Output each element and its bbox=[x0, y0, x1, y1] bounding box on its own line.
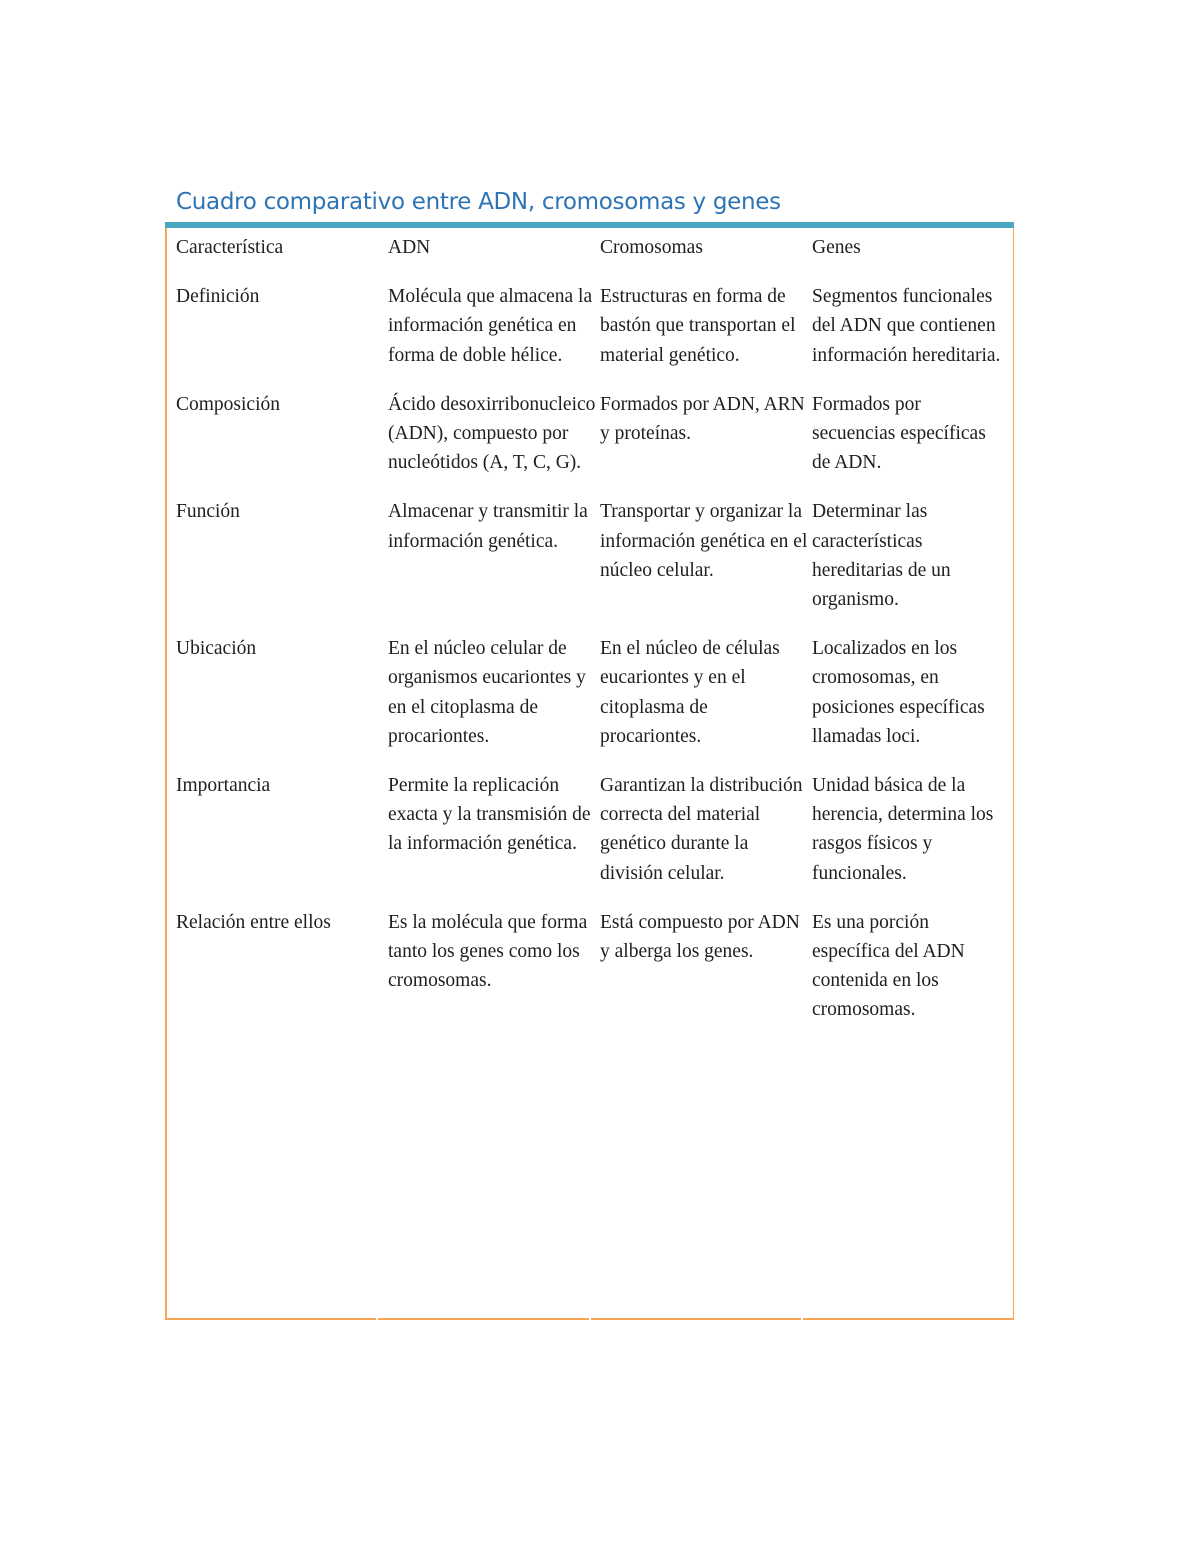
cell-adn: En el núcleo celular de organismos eucariontes y en el citoplasma de procariontes. bbox=[388, 638, 586, 747]
cell-cromosomas: Formados por ADN, ARN y proteínas. bbox=[600, 393, 805, 445]
row-feature: Relación entre ellos bbox=[176, 911, 331, 933]
comparison-table bbox=[176, 233, 1006, 1045]
row-feature: Función bbox=[176, 501, 240, 523]
cell-cromosomas: En el núcleo de células eucariontes y en el citoplasma de procariontes. bbox=[600, 638, 780, 747]
comparison-table-frame bbox=[165, 222, 1014, 1320]
cell-genes: Unidad básica de la herencia, determina los rasgos físicos y funcionales. bbox=[812, 775, 994, 884]
cell-adn: Almacenar y transmitir la información genética. bbox=[388, 501, 588, 552]
header-genes: Genes bbox=[812, 237, 861, 258]
cell-cromosomas: Estructuras en forma de bastón que transportan el material genético. bbox=[600, 286, 796, 366]
cell-cromosomas: Está compuesto por ADN y alberga los genes. bbox=[600, 911, 800, 963]
table-row-ubicacion bbox=[176, 634, 1006, 771]
cell-genes: Localizados en los cromosomas, en posiciones específicas llamadas loci. bbox=[812, 638, 985, 747]
table-left-border bbox=[165, 228, 167, 1320]
header-cromosomas: Cromosomas bbox=[600, 237, 703, 258]
cell-genes: Es una porción específica del ADN contenida en los cromosomas. bbox=[812, 911, 965, 1021]
row-feature: Ubicación bbox=[176, 638, 257, 660]
cell-genes: Determinar las características hereditarias de un organismo. bbox=[812, 501, 951, 611]
row-feature: Definición bbox=[176, 286, 260, 308]
cell-genes: Segmentos funcionales del ADN que contienen información hereditaria. bbox=[812, 286, 1001, 366]
header-adn: ADN bbox=[388, 237, 431, 258]
cell-cromosomas: Transportar y organizar la información genética en el núcleo celular. bbox=[600, 501, 808, 581]
cell-adn: Molécula que almacena la información genética en forma de doble hélice. bbox=[388, 286, 593, 366]
table-right-border bbox=[1013, 228, 1015, 1320]
header-caracteristica: Característica bbox=[176, 237, 284, 258]
table-bottom-border bbox=[165, 1318, 1014, 1320]
row-feature: Importancia bbox=[176, 775, 271, 797]
cell-genes: Formados por secuencias específicas de ADN. bbox=[812, 393, 986, 474]
cell-cromosomas: Garantizan la distribución correcta del material genético durante la división celular. bbox=[600, 775, 803, 884]
cell-adn: Ácido desoxirribonucleico (ADN), compuesto por nucleótidos (A, T, C, G). bbox=[388, 393, 596, 474]
table-row-funcion bbox=[176, 497, 1006, 634]
cell-adn: Permite la replicación exacta y la transmisión de la información genética. bbox=[388, 775, 591, 855]
document-title: Cuadro comparativo entre ADN, cromosomas y genes bbox=[176, 189, 781, 215]
row-feature: Composición bbox=[176, 393, 281, 415]
table-row-composicion bbox=[176, 390, 1006, 498]
cell-adn: Es la molécula que forma tanto los genes como los cromosomas. bbox=[388, 911, 588, 992]
table-row-relacion bbox=[176, 908, 1006, 1045]
table-row-definicion bbox=[176, 282, 1006, 390]
table-row-importancia bbox=[176, 771, 1006, 908]
table-header-row bbox=[176, 233, 1006, 282]
